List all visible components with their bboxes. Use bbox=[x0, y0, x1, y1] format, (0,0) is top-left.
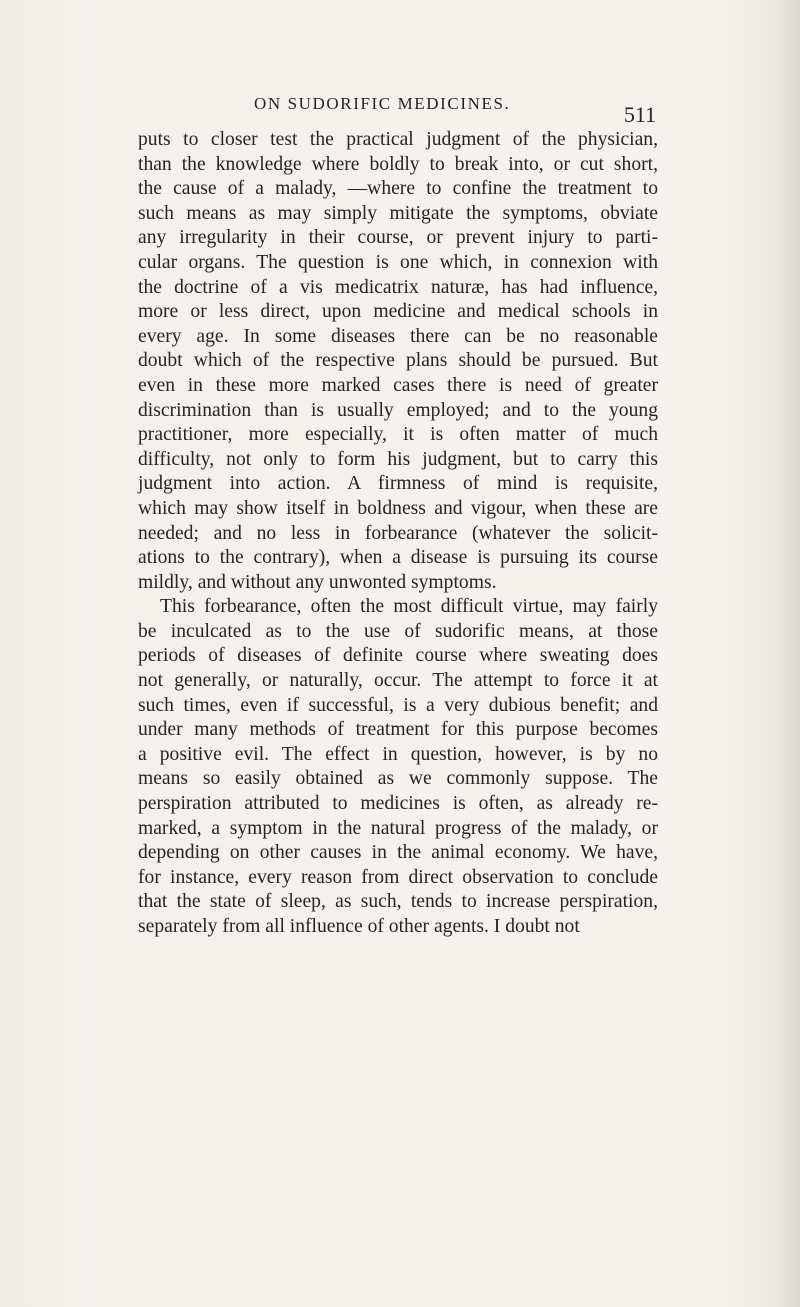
text-line: difficulty, not only to form his judgment, but to carry this bbox=[138, 448, 658, 470]
text-line: mildly, and without any unwonted symptoms. bbox=[138, 571, 497, 593]
paragraph-1 bbox=[138, 128, 658, 595]
text-line: marked, a symptom in the natural progress of the malady, or bbox=[138, 817, 658, 839]
text-line: such times, even if successful, is a very dubious benefit; and bbox=[138, 694, 658, 716]
text-line: be inculcated as to the use of sudorific means, at those bbox=[138, 620, 658, 642]
text-line: ations to the contrary), when a disease is pursuing its course bbox=[138, 547, 658, 569]
text-line: discrimination than is usually employed; and to the young bbox=[138, 399, 658, 421]
text-line: This forbearance, often the most difficult virtue, may fairly bbox=[160, 596, 658, 618]
text-line: than the knowledge where boldly to break into, or cut short, bbox=[138, 153, 658, 175]
text-line: more or less direct, upon medicine and medical schools in bbox=[138, 301, 658, 323]
page-number: 511 bbox=[623, 102, 656, 127]
text-line: separately from all influence of other agents. I doubt not bbox=[138, 916, 580, 937]
text-line: the cause of a malady, —where to confine the treatment to bbox=[138, 178, 658, 200]
text-line: depending on other causes in the animal economy. We have, bbox=[138, 842, 658, 864]
text-line: not generally, or naturally, occur. The attempt to force it at bbox=[138, 670, 658, 692]
text-line: any irregularity in their course, or prevent injury to parti- bbox=[138, 227, 658, 249]
text-line: doubt which of the respective plans should be pursued. But bbox=[138, 350, 658, 372]
text-line: under many methods of treatment for this purpose becomes bbox=[138, 719, 658, 741]
text-line: even in these more marked cases there is need of greater bbox=[138, 374, 658, 396]
text-line: cular organs. The question is one which, in connexion with bbox=[138, 251, 658, 273]
text-line: a positive evil. The effect in question, however, is by no bbox=[138, 743, 658, 765]
text-line: means so easily obtained as we commonly suppose. The bbox=[138, 768, 658, 790]
text-line: such means as may simply mitigate the symptoms, obviate bbox=[138, 202, 658, 224]
text-line: every age. In some diseases there can be no reasonable bbox=[138, 325, 658, 347]
text-line: periods of diseases of definite course where sweating does bbox=[138, 645, 658, 667]
text-line: that the state of sleep, as such, tends to increase perspiration, bbox=[138, 891, 658, 913]
text-line: needed; and no less in forbearance (whatever the solicit- bbox=[138, 522, 658, 544]
running-head: ON SUDORIFIC MEDICINES. bbox=[254, 94, 511, 113]
text-line: which may show itself in boldness and vigour, when these are bbox=[138, 497, 658, 519]
body-text bbox=[138, 128, 658, 940]
text-line: puts to closer test the practical judgment of the physician, bbox=[138, 129, 658, 150]
page-header bbox=[136, 88, 656, 128]
text-line: perspiration attributed to medicines is often, as already re- bbox=[138, 793, 658, 815]
text-line: the doctrine of a vis medicatrix naturæ, has had influence, bbox=[138, 276, 658, 298]
text-line: for instance, every reason from direct observation to conclude bbox=[138, 866, 658, 888]
text-line: judgment into action. A firmness of mind is requisite, bbox=[138, 473, 658, 495]
page-edge-shadow bbox=[774, 0, 800, 1307]
text-line: practitioner, more especially, it is often matter of much bbox=[138, 424, 658, 446]
paragraph-2 bbox=[138, 595, 658, 939]
